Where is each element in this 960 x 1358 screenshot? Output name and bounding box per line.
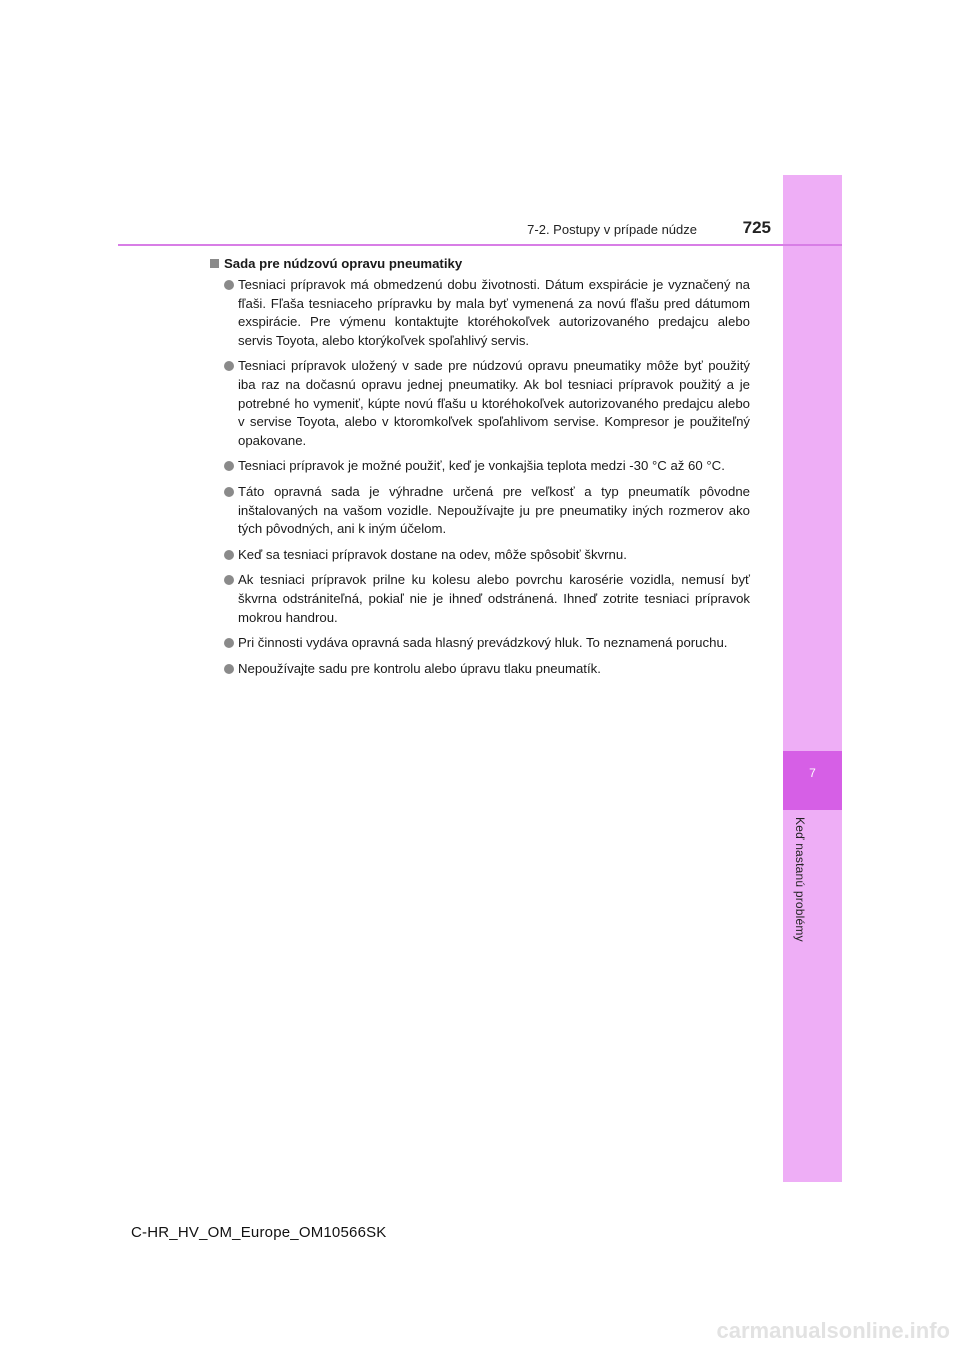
list-item — [210, 457, 750, 476]
section-title: 7-2. Postupy v prípade núdze — [527, 222, 697, 237]
page-header — [118, 218, 775, 246]
bullet-dot-icon — [224, 550, 234, 560]
bullet-dot-icon — [224, 575, 234, 585]
bullet-dot-icon — [224, 664, 234, 674]
list-item-text: Nepoužívajte sadu pre kontrolu alebo úpravu tlaku pneumatík. — [238, 660, 601, 676]
list-item-text: Tesniaci prípravok má obmedzenú dobu životnosti. Dátum exspirácie je vyznačený na fľaši. Fľaša tesniaceho prípravku by mala byť vymenená za novú fľašu pred dátumom exspirácie. Pre výmenu kontaktujte ktoréhokoľvek autorizovaného predajcu alebo servis Toyota, alebo ktorýkoľvek spoľahlivý servis. — [238, 277, 750, 348]
page-number: 725 — [742, 218, 771, 237]
square-bullet-icon — [210, 259, 219, 268]
list-item — [210, 276, 750, 350]
list-item-text: Tesniaci prípravok je možné použiť, keď je vonkajšia teplota medzi -30 °C až 60 °C. — [238, 458, 725, 474]
bullet-dot-icon — [224, 638, 234, 648]
bullet-dot-icon — [224, 487, 234, 497]
list-item — [210, 660, 750, 679]
document-code: C-HR_HV_OM_Europe_OM10566SK — [131, 1224, 387, 1241]
bullet-dot-icon — [224, 361, 234, 371]
list-item — [210, 546, 750, 565]
section-heading-text: Sada pre núdzovú opravu pneumatiky — [224, 256, 463, 271]
header-divider — [118, 244, 842, 246]
main-content — [210, 256, 750, 685]
bullet-dot-icon — [224, 461, 234, 471]
section-heading — [210, 256, 750, 271]
bullet-dot-icon — [224, 280, 234, 290]
list-item — [210, 357, 750, 450]
list-item-text: Táto opravná sada je výhradne určená pre veľkosť a typ pneumatík pôvodne inštalovaných na vašom vozidle. Nepoužívajte ju pre pneumatiky iných rozmerov ako tých pôvodných, ani k iným účelom. — [238, 483, 750, 537]
watermark: carmanualsonline.info — [716, 1318, 950, 1343]
list-item-text: Tesniaci prípravok uložený v sade pre núdzovú opravu pneumatiky môže byť použitý iba raz na dočasnú opravu jednej pneumatiky. Ak bol tesniaci prípravok použitý a je potrebné ho vymeniť, kúpte novú fľašu u ktoréhokoľvek autorizovaného predajcu alebo v servise Toyota, alebo v ktoromkoľvek spoľahlivom servise. Kompresor je použiteľný opakovane. — [238, 358, 750, 448]
list-item-text: Keď sa tesniaci prípravok dostane na odev, môže spôsobiť škvrnu. — [238, 546, 627, 562]
chapter-title: Keď nastanú problémy — [793, 817, 807, 942]
chapter-number: 7 — [809, 766, 816, 780]
chapter-side-tab — [783, 175, 842, 1182]
list-item-text: Pri činnosti vydáva opravná sada hlasný prevádzkový hluk. To neznamená poruchu. — [238, 635, 728, 651]
bullet-list — [210, 276, 750, 678]
list-item — [210, 483, 750, 539]
chapter-tab-marker — [783, 751, 842, 810]
list-item-text: Ak tesniaci prípravok prilne ku kolesu alebo povrchu karosérie vozidla, nemusí byť škvrna odstrániteľná, pokiaľ nie je ihneď odstránená. Ihneď zotrite tesniaci prípravok mokrou handrou. — [238, 572, 750, 625]
list-item — [210, 634, 750, 653]
list-item — [210, 571, 750, 627]
